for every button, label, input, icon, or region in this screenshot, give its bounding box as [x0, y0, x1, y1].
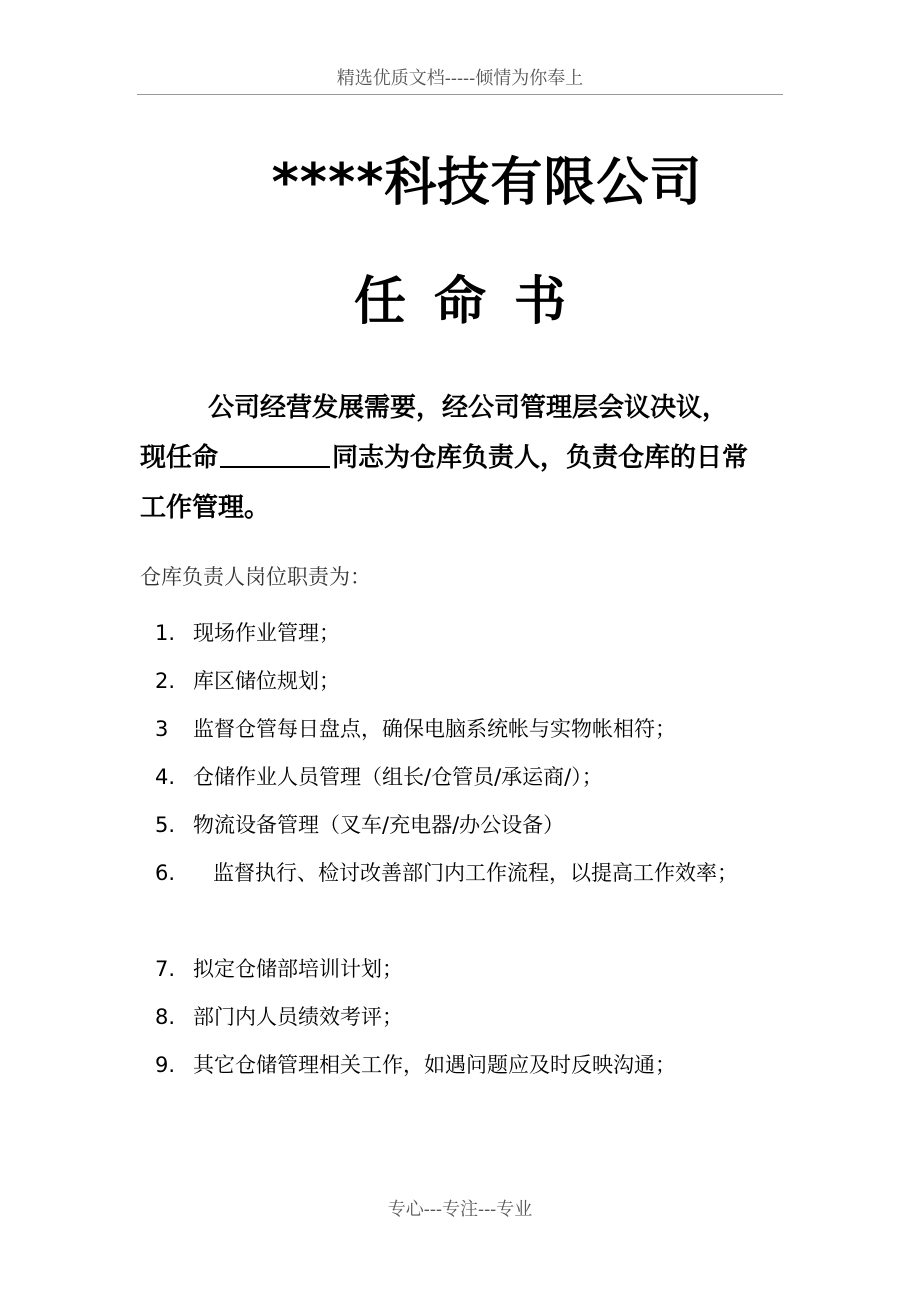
duty-item — [155, 609, 795, 657]
document-title — [0, 270, 920, 334]
duty-text: 其它仓储管理相关工作，如遇问题应及时反映沟通； — [193, 1053, 676, 1077]
duty-text: 物流设备管理（叉车/充电器/办公设备） — [193, 813, 565, 837]
duty-number: 6. — [155, 861, 176, 885]
duty-text: 现场作业管理； — [193, 621, 340, 645]
duty-text: 拟定仓储部培训计划； — [193, 957, 403, 981]
document-title-char: 任 — [353, 272, 406, 332]
duty-text: 部门内人员绩效考评； — [193, 1005, 403, 1029]
company-title: ****科技有限公司 — [271, 153, 703, 213]
duty-text: 监督仓管每日盘点，确保电脑系统帐与实物帐相符； — [193, 717, 676, 741]
header-divider — [137, 94, 783, 95]
page-footer: 专心---专注---专业 — [387, 1199, 533, 1220]
duty-number: 5. — [155, 813, 176, 837]
duty-number: 7. — [155, 957, 176, 981]
duty-number: 4. — [155, 765, 176, 789]
document-title-char: 命 — [433, 272, 486, 332]
duty-text: 监督执行、检讨改善部门内工作流程，以提高工作效率； — [213, 861, 738, 885]
duty-number: 1. — [155, 621, 176, 645]
duty-item — [155, 849, 795, 945]
duty-number: 3 — [155, 717, 169, 741]
duty-number: 9. — [155, 1053, 176, 1077]
name-blank-line — [220, 436, 330, 468]
document-title-char: 书 — [514, 272, 567, 332]
duty-item — [155, 1041, 795, 1089]
duties-intro: 仓库负责人岗位职责为： — [140, 565, 371, 589]
appointment-suffix: 同志为仓库负责人，负责仓库的日常 — [332, 443, 749, 473]
appointment-line-1: 公司经营发展需要，经公司管理层会议决议， — [208, 393, 729, 423]
duties-list — [155, 609, 795, 1089]
duty-item — [155, 945, 795, 993]
duty-item — [155, 801, 795, 849]
duty-number: 2. — [155, 669, 176, 693]
appointment-line-3: 工作管理。 — [140, 493, 271, 523]
duty-text: 库区储位规划； — [193, 669, 340, 693]
duty-number: 8. — [155, 1005, 176, 1029]
page-header: 精选优质文档-----倾情为你奉上 — [336, 68, 584, 89]
duty-item — [155, 993, 795, 1041]
duty-item — [155, 753, 795, 801]
duty-text: 仓储作业人员管理（组长/仓管员/承运商/）； — [193, 765, 603, 789]
appointment-line-2 — [140, 431, 748, 485]
appointment-prefix: 现任命 — [140, 443, 219, 473]
duty-item — [155, 657, 795, 705]
duty-item — [155, 705, 795, 753]
